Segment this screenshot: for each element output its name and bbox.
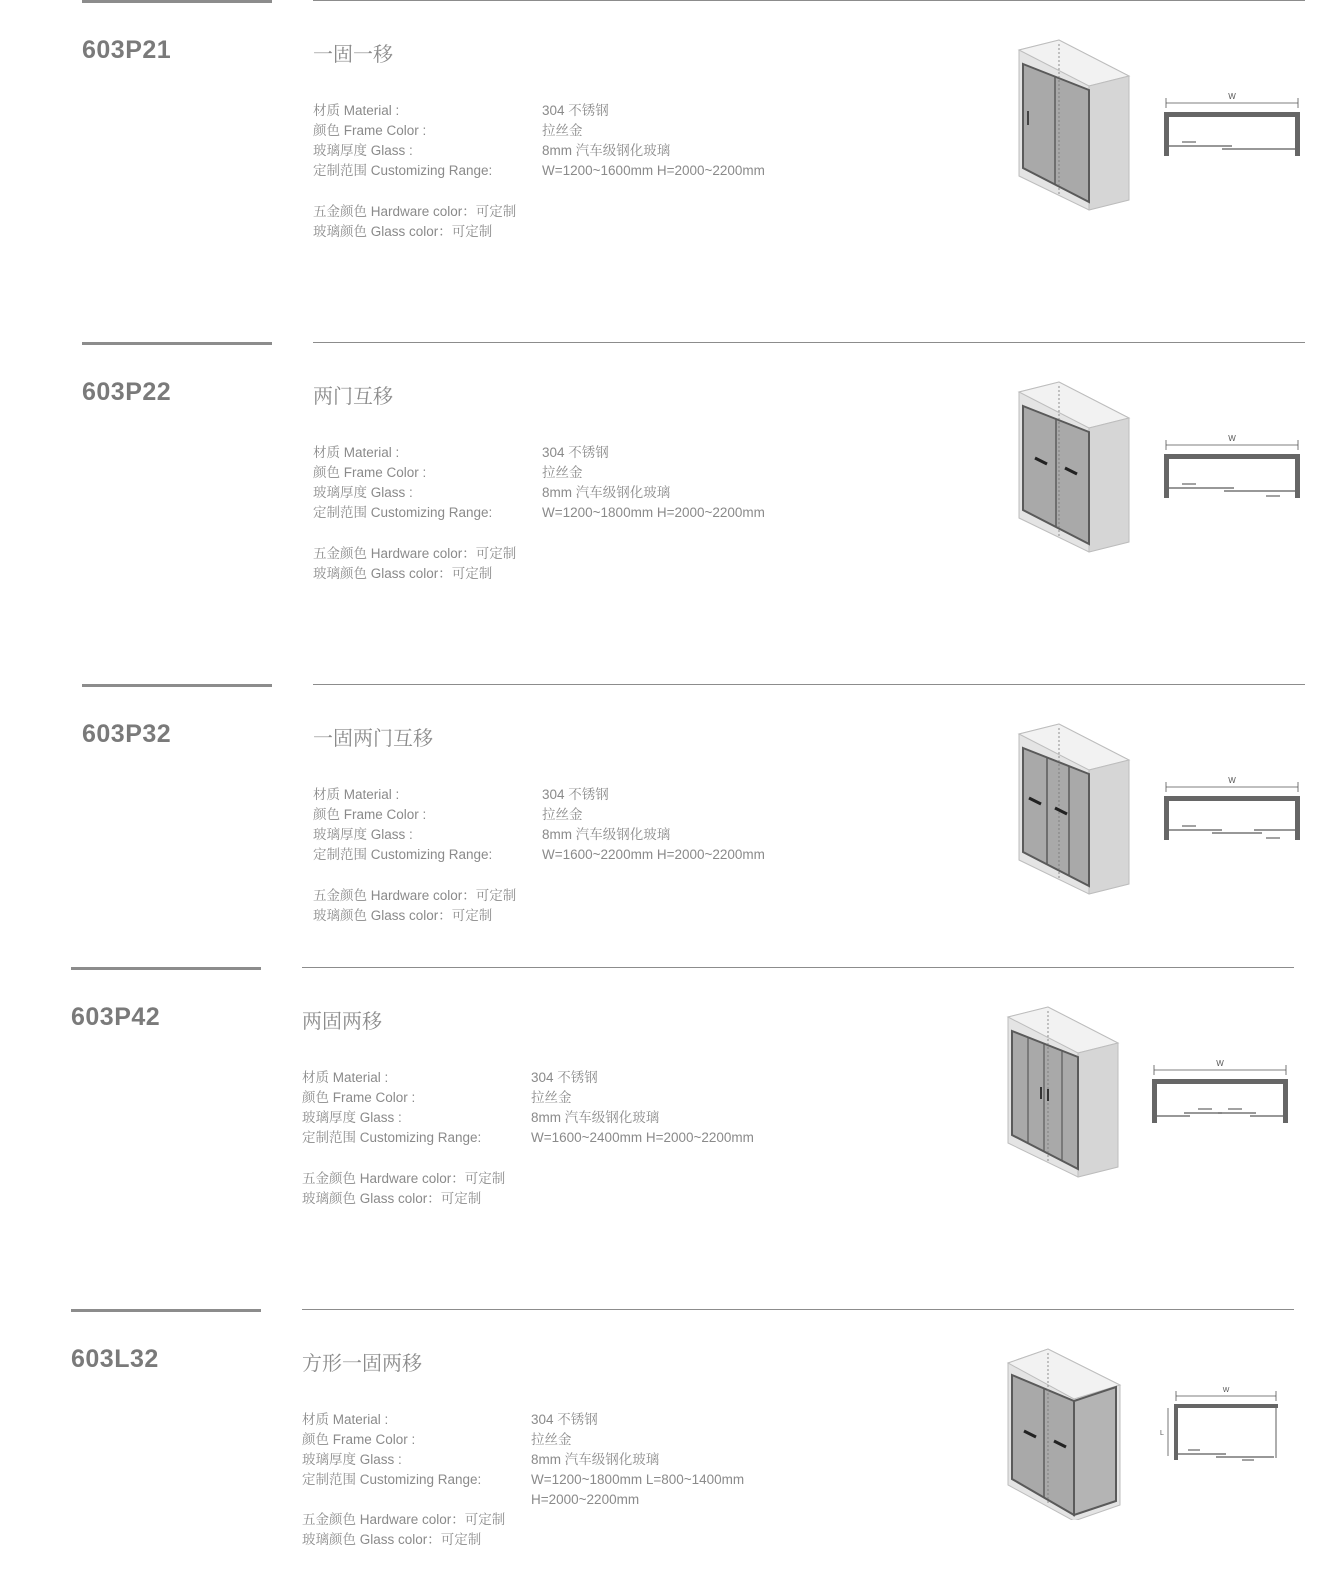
frame-color-value: 拉丝金 — [542, 465, 583, 480]
glass-color-note: 玻璃颜色 Glass color：可定制 — [313, 566, 493, 581]
glass-color-note: 玻璃颜色 Glass color：可定制 — [302, 1191, 482, 1206]
glass-value: 8mm 汽车级钢化玻璃 — [542, 485, 671, 500]
material-label: 材质 Material : — [313, 445, 400, 460]
hardware-color-note: 五金颜色 Hardware color：可定制 — [313, 204, 517, 219]
frame-color-label: 颜色 Frame Color : — [302, 1090, 416, 1105]
frame-color-value: 拉丝金 — [531, 1090, 572, 1105]
product-name: 两门互移 — [313, 386, 393, 408]
section-rule-left — [82, 0, 272, 3]
product-603P32 — [0, 684, 1325, 1004]
material-label: 材质 Material : — [313, 103, 400, 118]
shower-plan-diagram — [1150, 1375, 1290, 1475]
product-name: 一固一移 — [313, 44, 393, 66]
range-value: W=1200~1800mm H=2000~2200mm — [542, 505, 765, 520]
product-603P22 — [0, 342, 1325, 662]
section-rule-right — [313, 684, 1305, 685]
shower-plan-diagram — [1162, 86, 1302, 164]
shower-plan-diagram — [1162, 770, 1302, 848]
section-rule-right — [313, 342, 1305, 343]
product-name: 方形一固两移 — [302, 1353, 422, 1375]
frame-color-value: 拉丝金 — [542, 123, 583, 138]
shower-iso-illustration — [1015, 378, 1137, 553]
width-label: W — [1222, 1387, 1230, 1394]
glass-value: 8mm 汽车级钢化玻璃 — [542, 827, 671, 842]
product-603P21 — [0, 0, 1325, 320]
glass-label: 玻璃厚度 Glass : — [302, 1110, 402, 1125]
glass-label: 玻璃厚度 Glass : — [313, 827, 413, 842]
range-label: 定制范围 Customizing Range: — [313, 847, 493, 862]
product-name: 一固两门互移 — [313, 728, 433, 750]
product-code: 603P21 — [82, 36, 172, 64]
width-label: W — [1228, 776, 1236, 785]
glass-value: 8mm 汽车级钢化玻璃 — [531, 1110, 660, 1125]
glass-value: 8mm 汽车级钢化玻璃 — [531, 1452, 660, 1467]
length-label: L — [1160, 1430, 1164, 1437]
shower-iso-illustration — [1004, 1003, 1126, 1178]
hardware-color-note: 五金颜色 Hardware color：可定制 — [313, 888, 517, 903]
range-label: 定制范围 Customizing Range: — [302, 1130, 482, 1145]
section-rule-right — [302, 1309, 1294, 1310]
section-rule-left — [82, 684, 272, 687]
width-label: W — [1228, 92, 1236, 101]
material-value: 304 不锈钢 — [542, 445, 609, 460]
shower-iso-illustration — [1015, 720, 1137, 895]
shower-plan-diagram — [1150, 1053, 1290, 1131]
product-603L32 — [0, 1309, 1325, 1589]
range-label: 定制范围 Customizing Range: — [313, 163, 493, 178]
product-code: 603L32 — [71, 1345, 159, 1373]
hardware-color-note: 五金颜色 Hardware color：可定制 — [313, 546, 517, 561]
glass-label: 玻璃厚度 Glass : — [313, 143, 413, 158]
section-rule-left — [82, 342, 272, 345]
product-603P42 — [0, 967, 1325, 1287]
material-value: 304 不锈钢 — [531, 1412, 598, 1427]
section-rule-right — [302, 967, 1294, 968]
glass-label: 玻璃厚度 Glass : — [302, 1452, 402, 1467]
material-label: 材质 Material : — [302, 1412, 389, 1427]
glass-color-note: 玻璃颜色 Glass color：可定制 — [313, 908, 493, 923]
range-label: 定制范围 Customizing Range: — [302, 1472, 482, 1487]
product-code: 603P32 — [82, 720, 172, 748]
range-value: W=1200~1800mm L=800~1400mm — [531, 1472, 745, 1487]
section-rule-right — [313, 0, 1305, 1]
frame-color-label: 颜色 Frame Color : — [302, 1432, 416, 1447]
frame-color-value: 拉丝金 — [542, 807, 583, 822]
frame-color-label: 颜色 Frame Color : — [313, 465, 427, 480]
product-code: 603P22 — [82, 378, 172, 406]
material-label: 材质 Material : — [313, 787, 400, 802]
width-label: W — [1228, 434, 1236, 443]
frame-color-value: 拉丝金 — [531, 1432, 572, 1447]
glass-value: 8mm 汽车级钢化玻璃 — [542, 143, 671, 158]
range-label: 定制范围 Customizing Range: — [313, 505, 493, 520]
glass-color-note: 玻璃颜色 Glass color：可定制 — [302, 1532, 482, 1547]
material-value: 304 不锈钢 — [542, 103, 609, 118]
frame-color-label: 颜色 Frame Color : — [313, 807, 427, 822]
material-label: 材质 Material : — [302, 1070, 389, 1085]
shower-iso-illustration — [1004, 1345, 1126, 1520]
frame-color-label: 颜色 Frame Color : — [313, 123, 427, 138]
range-value-height: H=2000~2200mm — [531, 1492, 640, 1507]
shower-plan-diagram — [1162, 428, 1302, 506]
glass-label: 玻璃厚度 Glass : — [313, 485, 413, 500]
hardware-color-note: 五金颜色 Hardware color：可定制 — [302, 1171, 506, 1186]
range-value: W=1600~2400mm H=2000~2200mm — [531, 1130, 754, 1145]
section-rule-left — [71, 967, 261, 970]
material-value: 304 不锈钢 — [542, 787, 609, 802]
shower-iso-illustration — [1015, 36, 1137, 211]
material-value: 304 不锈钢 — [531, 1070, 598, 1085]
width-label: W — [1216, 1059, 1224, 1068]
range-value: W=1600~2200mm H=2000~2200mm — [542, 847, 765, 862]
glass-color-note: 玻璃颜色 Glass color：可定制 — [313, 224, 493, 239]
section-rule-left — [71, 1309, 261, 1312]
product-name: 两固两移 — [302, 1011, 382, 1033]
hardware-color-note: 五金颜色 Hardware color：可定制 — [302, 1512, 506, 1527]
range-value: W=1200~1600mm H=2000~2200mm — [542, 163, 765, 178]
product-code: 603P42 — [71, 1003, 161, 1031]
